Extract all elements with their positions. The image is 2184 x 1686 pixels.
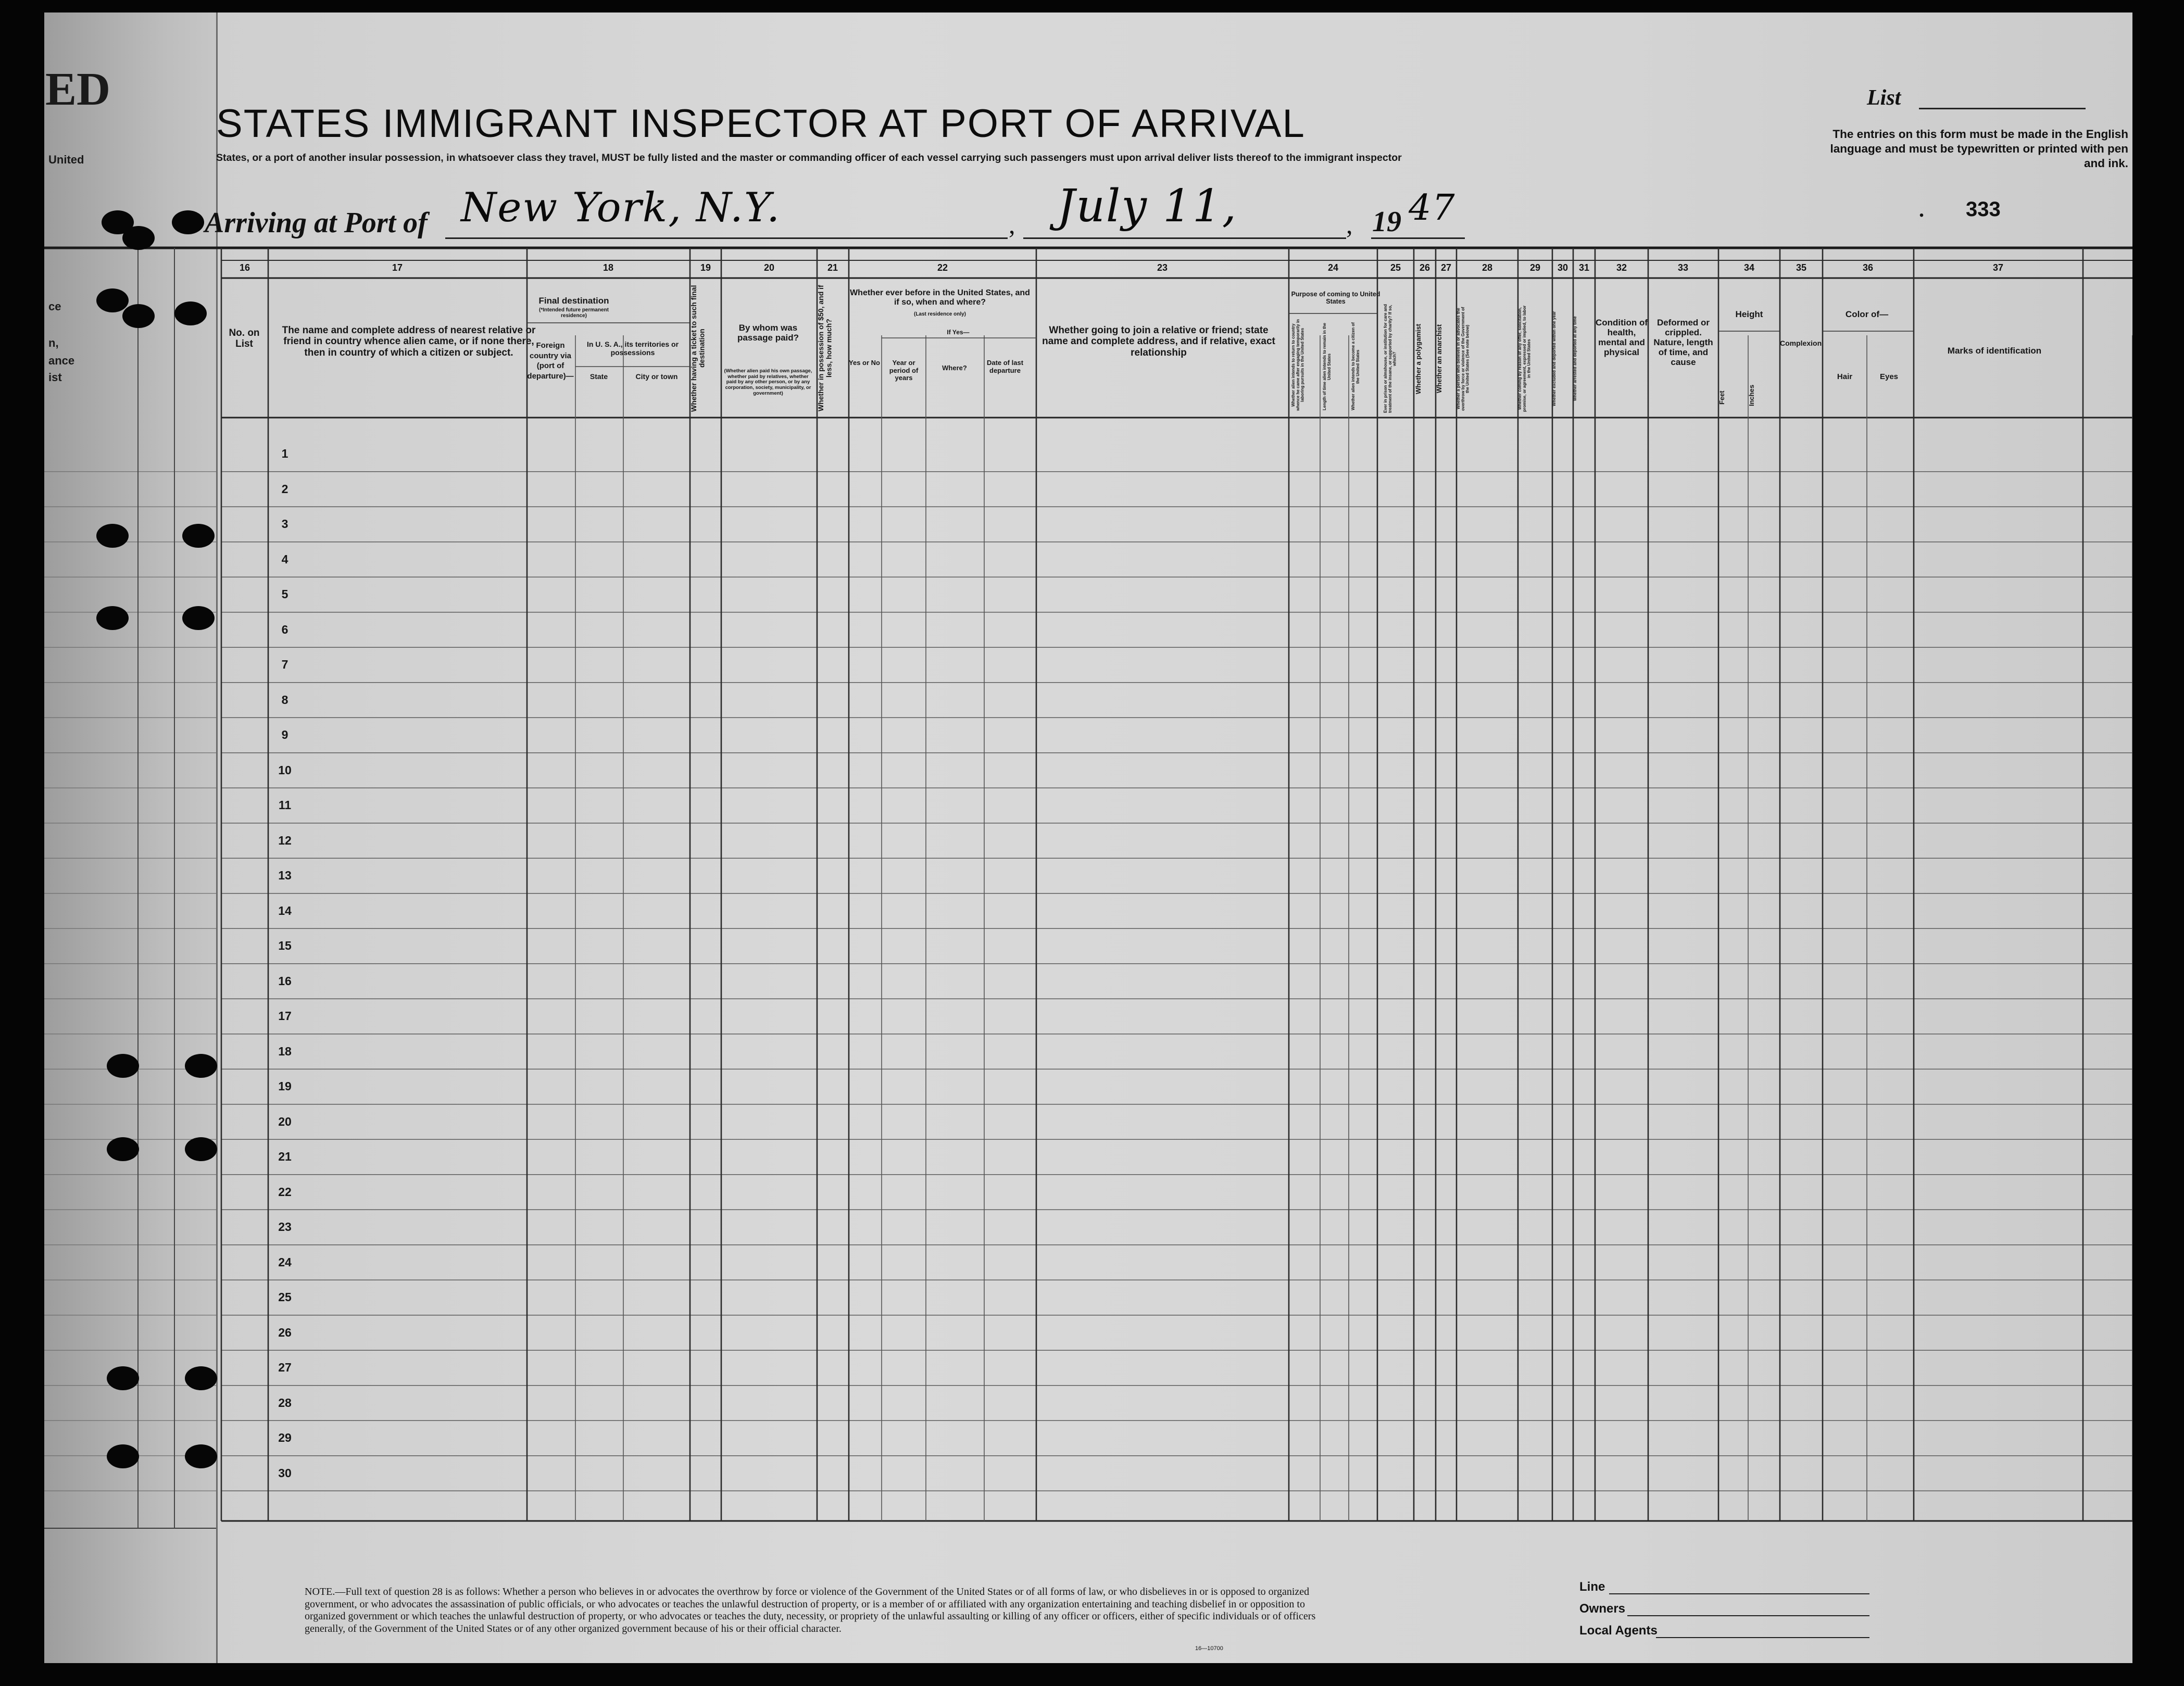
row-number: 13 — [278, 869, 292, 882]
punch-hole — [107, 1366, 139, 1390]
column-number: 23 — [1157, 262, 1168, 273]
edge-fragment: n, — [48, 336, 59, 349]
punch-hole — [107, 1054, 139, 1078]
col29-header: Whether coming by reason of any offer, solicitation, promise, or agreement, expressed or implied, to labor in the United States — [1517, 305, 1532, 412]
form-code: 16—10700 — [1195, 1645, 1223, 1652]
col18-subtitle: (*Intended future permanent residence) — [539, 307, 609, 319]
col19-header: Whether having a ticket to such final destination — [689, 285, 706, 412]
edge-fragment: ance — [48, 354, 75, 367]
col30-header: Whether excluded and deported within one year — [1552, 311, 1557, 407]
col18-title: Final destination — [538, 296, 609, 306]
row-number: 7 — [281, 658, 288, 671]
row-number: 23 — [278, 1220, 292, 1234]
form-subtitle: States, or a port of another insular possession, in whatsoever class they travel, MUST be fully listed and the master or commanding officer of each vessel carrying such passengers must upon arrival deliver lists thereof to the immigrant inspector — [216, 152, 1402, 163]
col24b-header: Length of time alien intends to remain in the United States — [1322, 323, 1332, 411]
row-number: 28 — [278, 1395, 292, 1410]
row-number: 6 — [281, 622, 288, 636]
row-number: 3 — [281, 517, 288, 531]
edge-fragment: ce — [48, 300, 61, 313]
column-number: 36 — [1862, 262, 1874, 273]
row-number: 14 — [278, 903, 292, 917]
punch-hole — [174, 301, 207, 325]
column-number: 30 — [1557, 262, 1568, 273]
comma-mark: , — [1346, 210, 1353, 239]
col18-usa: In U. S. A., its territories or possessions — [586, 340, 679, 357]
column-number: 20 — [763, 262, 775, 273]
date-fill-line — [1023, 237, 1346, 239]
row-number: 21 — [278, 1150, 292, 1163]
row-number: 5 — [281, 587, 288, 601]
list-label: List — [1867, 86, 1901, 110]
punch-hole — [185, 1137, 217, 1161]
year-handwritten: 47 — [1409, 187, 1456, 229]
column-number: 28 — [1482, 262, 1493, 273]
col28-header: Whether a person who believes in or advocates the overthrow by force or violence of the Government of the United States (See note below) — [1456, 307, 1470, 411]
col22-year: Year or period of years — [889, 359, 919, 382]
col25-header: Ever in prison or almshouse, or institution for care and treatment of the insane, or supported by charity? If so, which? — [1383, 304, 1397, 413]
column-number: 22 — [937, 262, 948, 273]
col20-header: By whom was passage paid? — [737, 323, 799, 343]
year-fill-line — [1371, 237, 1465, 239]
col22-sub: (Last residence only) — [913, 311, 967, 317]
col22-header: Whether ever before in the United States, and if so, when and where? — [850, 288, 1030, 307]
punch-hole — [185, 1054, 217, 1078]
col18-city: City or town — [635, 372, 678, 381]
agents-fill-line — [1656, 1637, 1869, 1638]
row-number: 12 — [278, 833, 292, 847]
col36-hair: Hair — [1837, 372, 1853, 381]
col22-where: Where? — [942, 364, 967, 372]
punch-hole — [172, 210, 204, 234]
column-number: 21 — [827, 262, 838, 273]
punch-hole — [185, 1444, 217, 1468]
edge-fragment: ED — [45, 64, 111, 115]
row-number: 16 — [278, 974, 292, 988]
col37-header: Marks of identification — [1947, 346, 2042, 356]
column-number: 33 — [1677, 262, 1689, 273]
column-number: 18 — [603, 262, 614, 273]
row-number: 1 — [281, 447, 288, 460]
dot-mark: . — [1919, 198, 1924, 221]
row-number: 27 — [278, 1361, 292, 1374]
column-number: 34 — [1743, 262, 1755, 273]
footer-note: NOTE.—Full text of question 28 is as follows: Whether a person who believes in or advocates the overthrow by force or violence of the Government of the United States or of all forms of law, or who disbelieves in or is opposed to organized government, or who advocates the assassination of public officials, or who advocates or teaches the unlawful destruction of property, or is a member of or affiliated with any organization entertaining and teaching disbelief in or opposition to organized government or which teaches the unlawful destruction of property, or who advocates or teaches the duty, necessity, or propriety of the unlawful assaulting or killing of any officer or officers, either of specific individuals or of officers generally, of the Government of the United States or of any other organized government because of his or their official character. — [305, 1586, 1316, 1634]
row-number: 30 — [278, 1466, 292, 1480]
punch-hole — [122, 226, 155, 250]
port-handwritten: New York, N.Y. — [461, 184, 781, 231]
punch-hole — [96, 288, 129, 312]
column-number: 32 — [1616, 262, 1627, 273]
edge-fragment: United — [48, 153, 84, 166]
punch-hole — [185, 1366, 217, 1390]
punch-hole — [182, 524, 215, 548]
col22-ifyes: If Yes— — [947, 329, 970, 336]
line-fill-line — [1609, 1593, 1869, 1594]
col18-state: State — [589, 372, 608, 381]
column-number: 24 — [1327, 262, 1339, 273]
col34-feet: Feet — [1718, 391, 1726, 405]
row-number: 29 — [278, 1431, 292, 1444]
comma-mark: , — [1009, 210, 1015, 239]
column-number: 29 — [1529, 262, 1541, 273]
owners-label: Owners — [1579, 1602, 1626, 1616]
row-number: 10 — [278, 763, 292, 777]
row-number: 9 — [281, 728, 288, 741]
row-number: 25 — [278, 1290, 292, 1304]
row-number: 4 — [281, 552, 288, 566]
col33-header: Deformed or crippled. Nature, length of time, and cause — [1653, 318, 1713, 368]
punch-hole — [107, 1137, 139, 1161]
col24-header: Purpose of coming to United States — [1291, 291, 1380, 305]
col34-header: Height — [1735, 309, 1763, 319]
owners-fill-line — [1627, 1615, 1869, 1616]
col24a-header: Whether alien intends to return to country whence he came after engaging temporarily in laboring pursuits in the United States — [1291, 319, 1305, 411]
row-number: 24 — [278, 1255, 292, 1269]
col21-header: Whether in possession of $50, and if less, how much? — [817, 285, 833, 412]
col20-note: (Whether alien paid his own passage, whether paid by relatives, whether paid by any other person, or by any corporation, society, municipality, or government) — [724, 368, 812, 396]
local-agents-label: Local Agents — [1579, 1624, 1658, 1638]
row-number: 11 — [278, 798, 292, 812]
col27-header: Whether an anarchist — [1435, 324, 1443, 394]
year-prefix: 19 — [1372, 206, 1401, 238]
row-number: 17 — [278, 1009, 292, 1023]
row-number: 19 — [278, 1079, 292, 1093]
date-handwritten: July 11, — [1057, 180, 1238, 232]
row-number: 22 — [278, 1185, 292, 1199]
col36-eyes: Eyes — [1879, 372, 1899, 381]
col22-yesno: Yes or No — [849, 359, 880, 367]
list-fill-line — [1919, 108, 2086, 109]
row-number: 2 — [281, 482, 288, 496]
col22-date: Date of last departure — [986, 359, 1024, 374]
port-fill-line — [445, 237, 1008, 239]
col34-inches: Inches — [1748, 384, 1755, 406]
row-number: 8 — [281, 693, 288, 707]
column-number: 27 — [1440, 262, 1452, 273]
row-number: 26 — [278, 1325, 292, 1339]
column-number: 37 — [1992, 262, 2004, 273]
col16-header: No. on List — [229, 328, 260, 350]
col17-header: The name and complete address of nearest relative or friend in country whence alien came, or if none there, then in country of which a citizen or subject. — [282, 325, 536, 358]
col26-header: Whether a polygamist — [1414, 323, 1422, 394]
col35-header: Complexion — [1780, 339, 1822, 347]
punch-hole — [122, 304, 155, 328]
line-label: Line — [1579, 1580, 1605, 1594]
page-number: 333 — [1966, 198, 2001, 221]
col31-header: Whether arrested and deported at any time — [1573, 316, 1577, 401]
col18-foreign: Foreign country via (port of departure)— — [527, 341, 574, 381]
column-number: 19 — [700, 262, 711, 273]
manifest-sheet — [44, 12, 2132, 1663]
col32-header: Condition of health, mental and physical — [1595, 318, 1648, 358]
column-number: 17 — [392, 262, 403, 273]
col36-header: Color of— — [1845, 309, 1889, 319]
punch-hole — [107, 1444, 139, 1468]
row-number: 20 — [278, 1114, 292, 1128]
column-number: 31 — [1578, 262, 1590, 273]
row-number: 15 — [278, 939, 292, 952]
edge-fragment: ist — [48, 371, 62, 384]
punch-hole — [96, 524, 129, 548]
row-number: 18 — [278, 1044, 292, 1058]
column-number: 25 — [1390, 262, 1401, 273]
form-title: STATES IMMIGRANT INSPECTOR AT PORT OF ARRIVAL — [216, 102, 1306, 146]
column-number: 35 — [1796, 262, 1807, 273]
entries-note: The entries on this form must be made in the English language and must be typewritten or printed with pen and ink. — [1830, 128, 2128, 170]
col24c-header: Whether alien intends to become a citizen of the United States — [1351, 322, 1360, 411]
col23-header: Whether going to join a relative or friend; state name and complete address, and if relative, exact relationship — [1042, 325, 1275, 358]
punch-hole — [96, 606, 129, 630]
ruled-grid — [44, 12, 2132, 1663]
column-number: 16 — [239, 262, 250, 273]
arriving-label: Arriving at Port of — [205, 207, 428, 239]
punch-hole — [182, 606, 215, 630]
column-number: 26 — [1419, 262, 1430, 273]
